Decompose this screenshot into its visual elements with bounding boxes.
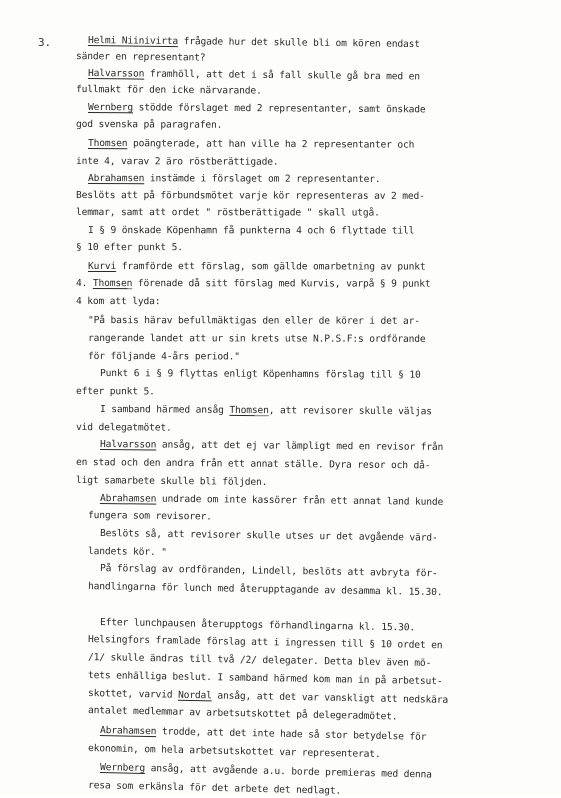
line-text: landets kör. " <box>87 545 167 558</box>
text-line <box>88 315 420 328</box>
line-text: Helsingfors framlade förslag att i ingressen till § 10 ordet en <box>87 634 443 652</box>
line-text: ansåg, att avgående a.u. borde premieras med denna <box>144 763 433 781</box>
speaker-name: Halvarsson <box>87 67 145 80</box>
line-text: resa som erkänsla för det arbete det nedlagt. <box>87 780 342 797</box>
text-line <box>88 670 443 688</box>
speaker-name: Abrahamsen <box>99 724 157 738</box>
line-text: en stad och den andra från ett annat ställe. Dyra resor och då- <box>75 457 431 472</box>
line-text: § 10 efter punkt 5. <box>75 242 183 254</box>
text-line <box>100 762 432 782</box>
line-text: Efter lunchpausen återupptogs förhandlingarna kl. 15.30. <box>99 616 416 634</box>
line-text: tets enhälliga beslut. I samband härmed kom man in på arbetsut- <box>87 669 443 687</box>
text-line <box>76 207 380 220</box>
text-line <box>88 652 431 670</box>
line-text: , att revisorer skulle väljas <box>268 405 432 418</box>
line-text: efter punkt 5. <box>75 386 155 398</box>
text-line <box>88 351 240 363</box>
text-line <box>88 705 398 723</box>
text-line <box>100 617 415 634</box>
line-text: frågade hur det skulle bli om kören endast <box>177 36 420 51</box>
speaker-name: Kurvi <box>87 261 117 273</box>
text-line <box>88 743 381 761</box>
text-line <box>76 475 267 489</box>
line-text: sänder en representant? <box>75 51 206 64</box>
speaker-name: Abrahamsen <box>99 492 157 505</box>
line-text: antalet medlemmar av arbetsutskottet på delegeradmötet. <box>87 705 398 723</box>
line-text: fullmakt för den icke närvarande. <box>75 83 262 97</box>
line-text: Beslöts så, att revisorer skulle utses ur det avgående värd- <box>99 527 438 544</box>
text-line <box>100 404 432 418</box>
line-text: undrade om inte kassörer från ett annat land kunde <box>156 493 444 508</box>
line-text: ansåg, att det var vanskligt att nedskära <box>211 689 449 706</box>
text-line <box>76 278 430 291</box>
line-text: trodde, att det inte hade så stor betydelse för <box>156 726 427 743</box>
speaker-name: Nordal <box>177 689 212 701</box>
line-text: förenade då sitt förslag med Kurvis, varpå § 9 punkt <box>132 277 431 290</box>
line-text: rangerande landet att ur sin krets utse N.P.S.F:s ordförande <box>87 332 426 345</box>
text-line <box>100 439 443 454</box>
text-line <box>88 173 381 186</box>
text-line <box>76 84 262 98</box>
line-text: god svenska på paragrafen. <box>75 119 223 131</box>
line-text: ansåg, att det ej var lämpligt med en revisor från <box>156 439 444 454</box>
speaker-name: Thomsen <box>87 137 128 150</box>
text-line <box>88 35 420 51</box>
text-line <box>76 156 279 169</box>
text-line <box>76 190 425 203</box>
line-text: "På basis härav befullmäktigas den eller de körer i det ar- <box>87 315 420 328</box>
speaker-name: Halvarsson <box>99 439 157 451</box>
item-number: 3. <box>38 36 51 49</box>
text-line <box>88 510 212 524</box>
line-text: 4 kom att lyda: <box>75 295 161 307</box>
text-line <box>88 261 426 274</box>
text-line <box>100 563 438 580</box>
line-text: I samband härmed ansåg <box>99 403 230 416</box>
text-line <box>88 225 414 238</box>
text-line <box>76 457 431 472</box>
line-text: ekonomin, om hela arbetsutskottet var representerat. <box>87 742 381 760</box>
text-line <box>100 368 421 382</box>
text-line <box>88 688 448 707</box>
line-text: framförde ett förslag, som gällde omarbetning av punkt <box>116 261 426 273</box>
text-line <box>76 242 183 254</box>
text-line <box>100 493 443 509</box>
text-line <box>88 581 443 599</box>
line-text: ligt samarbete skulle bli följden. <box>75 474 268 488</box>
text-line <box>76 422 172 435</box>
speaker-name: Helmi Niinivirta <box>87 35 179 48</box>
line-text: Beslöts att på förbundsmötet varje kör representeras av 2 med- <box>75 190 425 203</box>
speaker-name: Thomsen <box>229 404 269 417</box>
line-text: På förslag av ordföranden, Lindell, beslöts att avbryta för- <box>99 563 438 580</box>
speaker-name: Thomsen <box>92 277 133 289</box>
line-text: I § 9 önskade Köpenhamn få punkterna 4 och 6 flyttade till <box>87 224 415 237</box>
line-text: stödde förslaget med 2 representanter, samt önskade <box>132 102 426 116</box>
speaker-name: Wernberg <box>99 762 146 775</box>
text-line <box>88 780 341 798</box>
line-text: /1/ skulle ändras till två /2/ delegater. Detta blev även mö- <box>87 652 432 670</box>
line-text: fungera som revisorer. <box>87 510 212 523</box>
text-line <box>76 386 155 398</box>
line-text: handlingarna för lunch med återupptagande av desamma kl. 15.30. <box>87 581 443 599</box>
text-line <box>88 138 414 152</box>
text-line <box>76 296 160 308</box>
line-text: instämde i förslaget om 2 representanter. <box>144 173 381 186</box>
text-line <box>100 528 438 545</box>
text-line <box>76 119 222 132</box>
line-text: vid delegatmötet. <box>75 421 172 434</box>
line-text: inte 4, varav 2 äro röstberättigade. <box>75 155 279 168</box>
line-text: poängterade, att han ville ha 2 representanter och <box>127 138 415 151</box>
text-line <box>88 68 420 83</box>
line-text: framhöll, att det i så fall skulle gå bra med en <box>144 68 420 83</box>
text-line <box>88 546 167 559</box>
speaker-name: Abrahamsen <box>87 173 145 185</box>
text-line <box>88 102 426 116</box>
line-text: för följande 4-års period." <box>87 350 240 363</box>
text-line <box>100 725 426 744</box>
line-text: 4. <box>75 277 93 289</box>
line-text: skottet, varvid <box>87 687 179 701</box>
line-text: Punkt 6 i § 9 flyttas enligt Köpenhamns förslag till § 10 <box>99 368 421 382</box>
line-text: lemmar, samt att ordet " röstberättigade " skall utgå. <box>75 206 380 219</box>
text-line <box>76 51 206 65</box>
speaker-name: Wernberg <box>87 102 134 114</box>
text-line <box>88 634 443 652</box>
text-line <box>88 333 426 346</box>
